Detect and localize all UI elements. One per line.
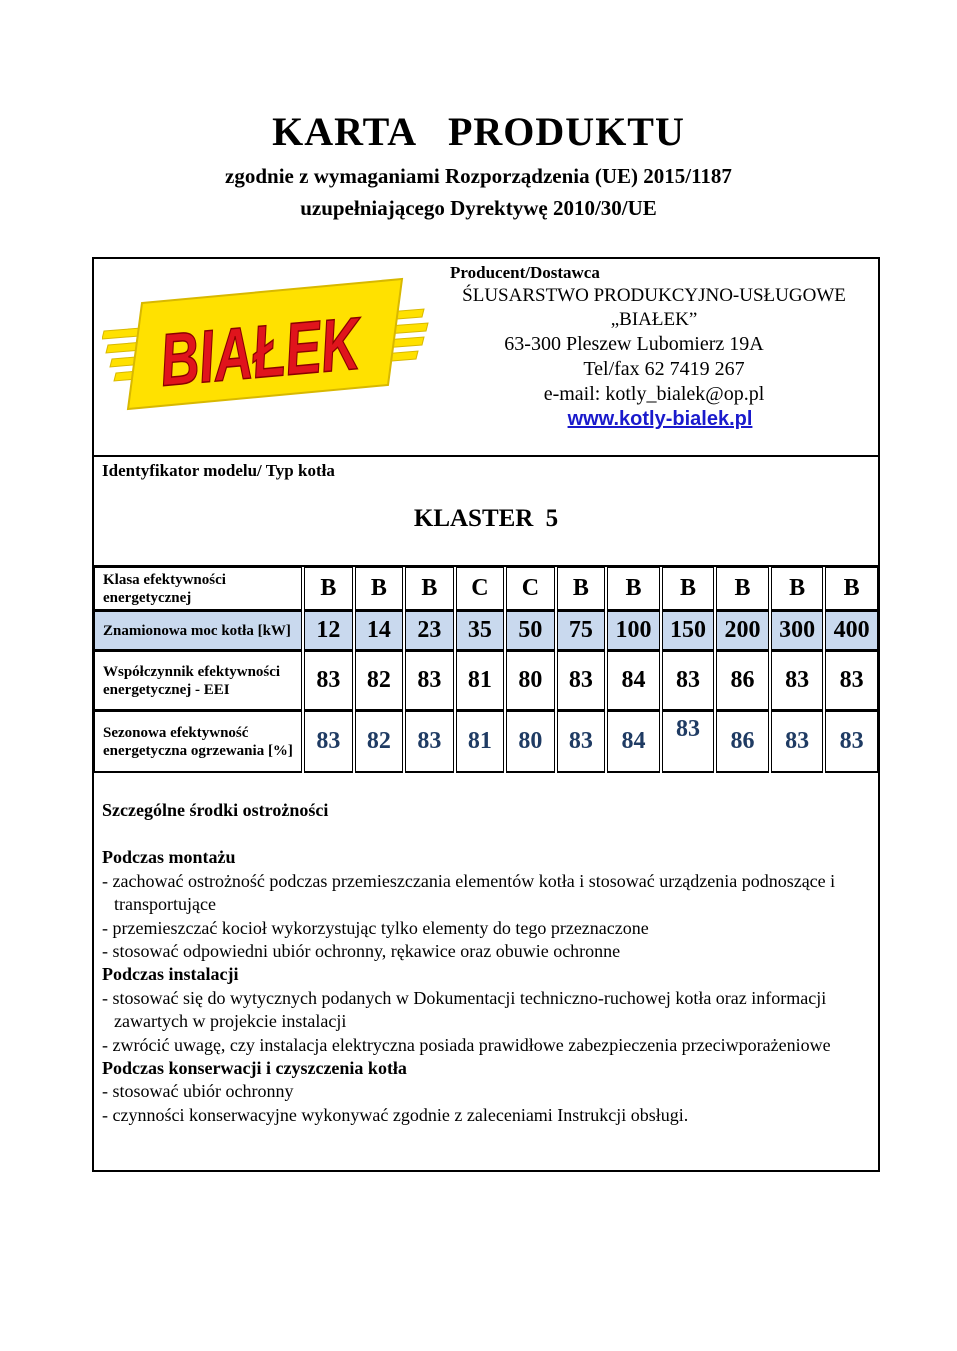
subtitle-directive: uzupełniającego Dyrektywę 2010/30/UE bbox=[300, 196, 657, 220]
rated-power-cell: 400 bbox=[825, 611, 878, 651]
company-email: e-mail: kotly_bialek@op.pl bbox=[543, 383, 765, 405]
divider-producer bbox=[94, 455, 878, 457]
company-website-link[interactable]: www.kotly-bialek.pl bbox=[567, 408, 753, 430]
list-item: - stosować się do wytycznych podanych w Dokumentacji techniczno-ruchowej kotła oraz informacji zawartych w projekcie instalacji bbox=[102, 987, 827, 1032]
list-item: - stosować ubiór ochronny bbox=[102, 1081, 294, 1102]
eei-cell: 83 bbox=[557, 651, 606, 711]
rated-power-cell: 200 bbox=[716, 611, 769, 651]
logo-text: BIAŁEK bbox=[156, 295, 430, 402]
model-label: Identyfikator modelu/ Typ kotła bbox=[102, 461, 335, 480]
subtitle-regulation: zgodnie z wymaganiami Rozporządzenia (UE) 2015/1187 bbox=[225, 164, 732, 188]
producer-block bbox=[94, 259, 878, 455]
eei-cell: 83 bbox=[662, 651, 715, 711]
rated-power-cell: 150 bbox=[662, 611, 715, 651]
list-item: - czynności konserwacyjne wykonywać zgodnie z zaleceniami Instrukcji obsługi. bbox=[102, 1104, 689, 1125]
eei-cell: 83 bbox=[304, 651, 353, 711]
rated-power-cell: 100 bbox=[607, 611, 660, 651]
energy-class-cell: B bbox=[405, 567, 454, 611]
energy-class-cell: C bbox=[456, 567, 505, 611]
rated-power-cell: 14 bbox=[355, 611, 404, 651]
safety-heading: Szczególne środki ostrożności bbox=[102, 800, 329, 820]
energy-class-cell: B bbox=[716, 567, 769, 611]
list-item: - zwrócić uwagę, czy instalacja elektryczna posiada prawidłowe zabezpieczenia przeciwporażeniowe bbox=[102, 1034, 831, 1055]
table-row bbox=[94, 611, 878, 651]
seasonal-efficiency-cell: 83 bbox=[825, 711, 878, 773]
energy-class-cell: B bbox=[304, 567, 353, 611]
seasonal-efficiency-cell: 86 bbox=[716, 711, 769, 773]
energy-class-cell: C bbox=[506, 567, 555, 611]
model-value: KLASTER 5 bbox=[413, 505, 559, 532]
eei-label: Współczynnik efektywności energetycznej - EEI bbox=[94, 651, 302, 711]
list-item: - przemieszczać kocioł wykorzystując tylko elementy do tego przeznaczone bbox=[102, 917, 649, 938]
rated-power-label: Znamionowa moc kotła [kW] bbox=[94, 611, 302, 651]
energy-class-cell: B bbox=[662, 567, 715, 611]
energy-class-cell: B bbox=[607, 567, 660, 611]
list-item: - zachować ostrożność podczas przemieszczania elementów kotła i stosować urządzenia podnoszące i transportujące bbox=[102, 870, 836, 915]
specs-table bbox=[92, 567, 880, 773]
table-row bbox=[94, 711, 878, 773]
table-row bbox=[94, 567, 878, 611]
company-name: ŚLUSARSTWO PRODUKCYJNO-USŁUGOWE bbox=[462, 285, 846, 306]
seasonal-efficiency-cell: 83 bbox=[304, 711, 353, 773]
rated-power-cell: 300 bbox=[771, 611, 824, 651]
producer-label: Producent/Dostawca bbox=[450, 263, 600, 282]
eei-cell: 83 bbox=[825, 651, 878, 711]
rated-power-cell: 35 bbox=[456, 611, 505, 651]
seasonal-efficiency-cell: 82 bbox=[355, 711, 404, 773]
eei-cell: 80 bbox=[506, 651, 555, 711]
seasonal-efficiency-cell: 81 bbox=[456, 711, 505, 773]
company-address: 63-300 Pleszew Lubomierz 19A bbox=[504, 333, 764, 355]
section-title-installation: Podczas montażu bbox=[102, 847, 236, 868]
safety-section bbox=[102, 799, 872, 1127]
seasonal-efficiency-cell: 83 bbox=[557, 711, 606, 773]
energy-class-cell: B bbox=[355, 567, 404, 611]
seasonal-efficiency-cell: 84 bbox=[607, 711, 660, 773]
energy-class-cell: B bbox=[557, 567, 606, 611]
table-row bbox=[94, 651, 878, 711]
energy-class-cell: B bbox=[825, 567, 878, 611]
rated-power-cell: 12 bbox=[304, 611, 353, 651]
page-title: KARTA PRODUKTU bbox=[272, 109, 685, 154]
rated-power-cell: 50 bbox=[506, 611, 555, 651]
seasonal-efficiency-cell: 83 bbox=[405, 711, 454, 773]
eei-cell: 83 bbox=[771, 651, 824, 711]
section-title-setup: Podczas instalacji bbox=[102, 964, 239, 985]
eei-cell: 82 bbox=[355, 651, 404, 711]
energy-class-cell: B bbox=[771, 567, 824, 611]
list-item: - stosować odpowiedni ubiór ochronny, rękawice oraz obuwie ochronne bbox=[102, 941, 621, 962]
eei-cell: 86 bbox=[716, 651, 769, 711]
rated-power-cell: 75 bbox=[557, 611, 606, 651]
eei-cell: 81 bbox=[456, 651, 505, 711]
company-phone: Tel/fax 62 7419 267 bbox=[583, 358, 745, 380]
seasonal-efficiency-cell: 80 bbox=[506, 711, 555, 773]
eei-cell: 84 bbox=[607, 651, 660, 711]
eei-cell: 83 bbox=[405, 651, 454, 711]
energy-class-label: Klasa efektywności energetycznej bbox=[94, 567, 302, 611]
seasonal-efficiency-label: Sezonowa efektywność energetyczna ogrzewania [%] bbox=[94, 711, 302, 773]
section-title-maintenance: Podczas konserwacji i czyszczenia kotła bbox=[102, 1058, 407, 1079]
product-card-frame bbox=[92, 257, 880, 1172]
company-brand: „BIAŁEK” bbox=[610, 309, 698, 330]
seasonal-efficiency-cell: 83 bbox=[771, 711, 824, 773]
seasonal-efficiency-cell: 83 bbox=[662, 711, 715, 773]
rated-power-cell: 23 bbox=[405, 611, 454, 651]
